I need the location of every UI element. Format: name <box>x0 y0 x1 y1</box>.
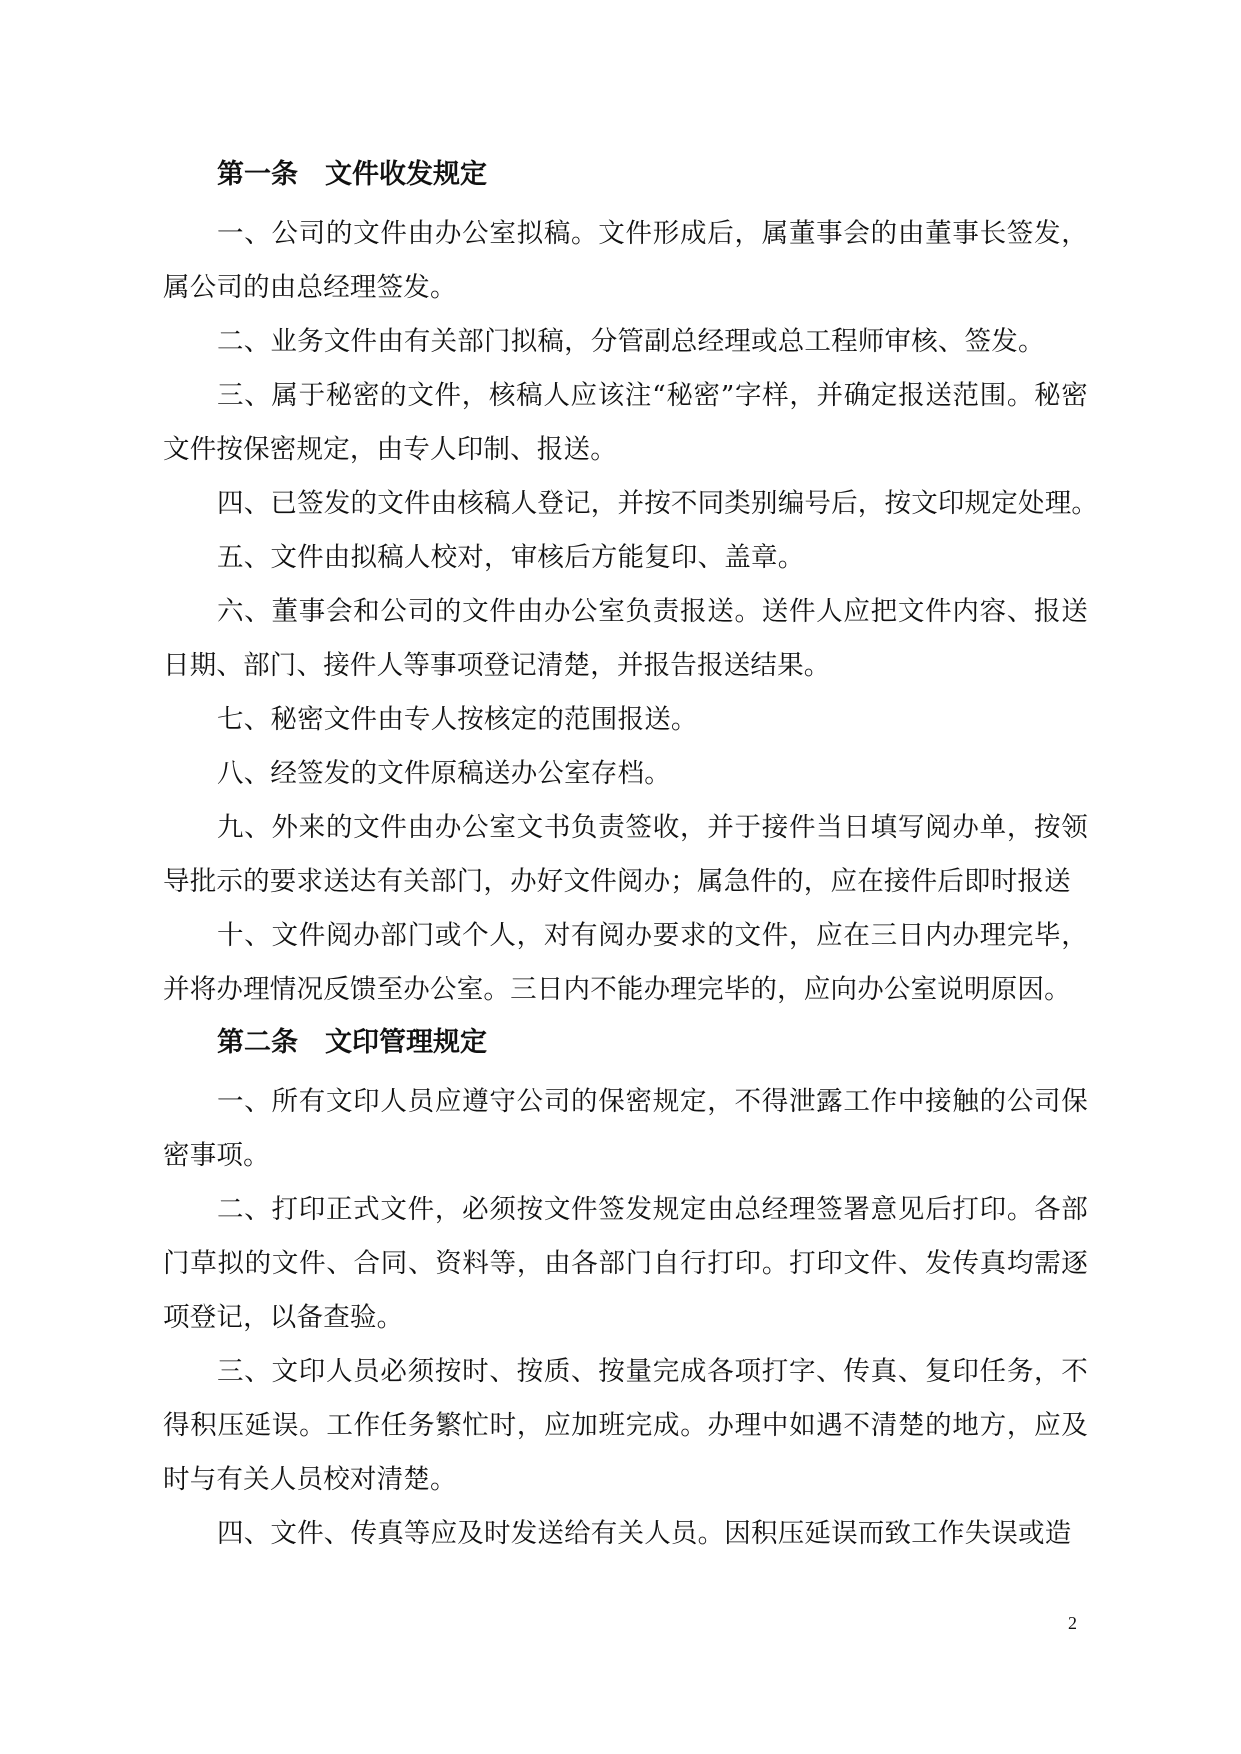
section-1-paragraph-8: 八、经签发的文件原稿送办公室存档。 <box>217 758 671 789</box>
section-1-paragraph-5: 五、文件由拟稿人校对，审核后方能复印、盖章。 <box>217 542 805 573</box>
section-1-paragraph-9: 九、外来的文件由办公室文书负责签收，并于接件当日填写阅办单，按领导批示的要求送达有关部门，办好文件阅办；属急件的，应在接件后即时报送 <box>163 812 1088 897</box>
section-2-paragraph-1: 一、所有文印人员应遵守公司的保密规定，不得泄露工作中接触的公司保密事项。 <box>163 1086 1088 1171</box>
section-1-paragraph-10: 十、文件阅办部门或个人，对有阅办要求的文件，应在三日内办理完毕，并将办理情况反馈至办公室。三日内不能办理完毕的，应向办公室说明原因。 <box>163 920 1088 1005</box>
section-1-paragraph-2: 二、业务文件由有关部门拟稿，分管副总经理或总工程师审核、签发。 <box>217 326 1045 357</box>
section-1-paragraph-3: 三、属于秘密的文件，核稿人应该注“秘密”字样，并确定报送范围。秘密文件按保密规定，由专人印制、报送。 <box>163 380 1088 465</box>
section-1-heading: 第一条 文件收发规定 <box>217 159 487 190</box>
document-body <box>163 155 1099 1561</box>
section-1-paragraph-7: 七、秘密文件由专人按核定的范围报送。 <box>217 704 698 735</box>
page-number: 2 <box>1068 1613 1077 1633</box>
section-1-paragraph-1: 一、公司的文件由办公室拟稿。文件形成后，属董事会的由董事长签发，属公司的由总经理签发。 <box>163 218 1088 303</box>
section-2-paragraph-3: 三、文印人员必须按时、按质、按量完成各项打字、传真、复印任务，不得积压延误。工作任务繁忙时，应加班完成。办理中如遇不清楚的地方，应及时与有关人员校对清楚。 <box>163 1356 1088 1495</box>
section-2-paragraph-4: 四、文件、传真等应及时发送给有关人员。因积压延误而致工作失误或造 <box>217 1518 1072 1549</box>
section-1-paragraph-4: 四、已签发的文件由核稿人登记，并按不同类别编号后，按文印规定处理。 <box>217 488 1099 519</box>
section-2-heading: 第二条 文印管理规定 <box>217 1027 487 1058</box>
section-2-paragraph-2: 二、打印正式文件，必须按文件签发规定由总经理签署意见后打印。各部门草拟的文件、合同、资料等，由各部门自行打印。打印文件、发传真均需逐项登记，以备查验。 <box>163 1194 1088 1333</box>
section-1-paragraph-6: 六、董事会和公司的文件由办公室负责报送。送件人应把文件内容、报送日期、部门、接件人等事项登记清楚，并报告报送结果。 <box>163 596 1088 681</box>
